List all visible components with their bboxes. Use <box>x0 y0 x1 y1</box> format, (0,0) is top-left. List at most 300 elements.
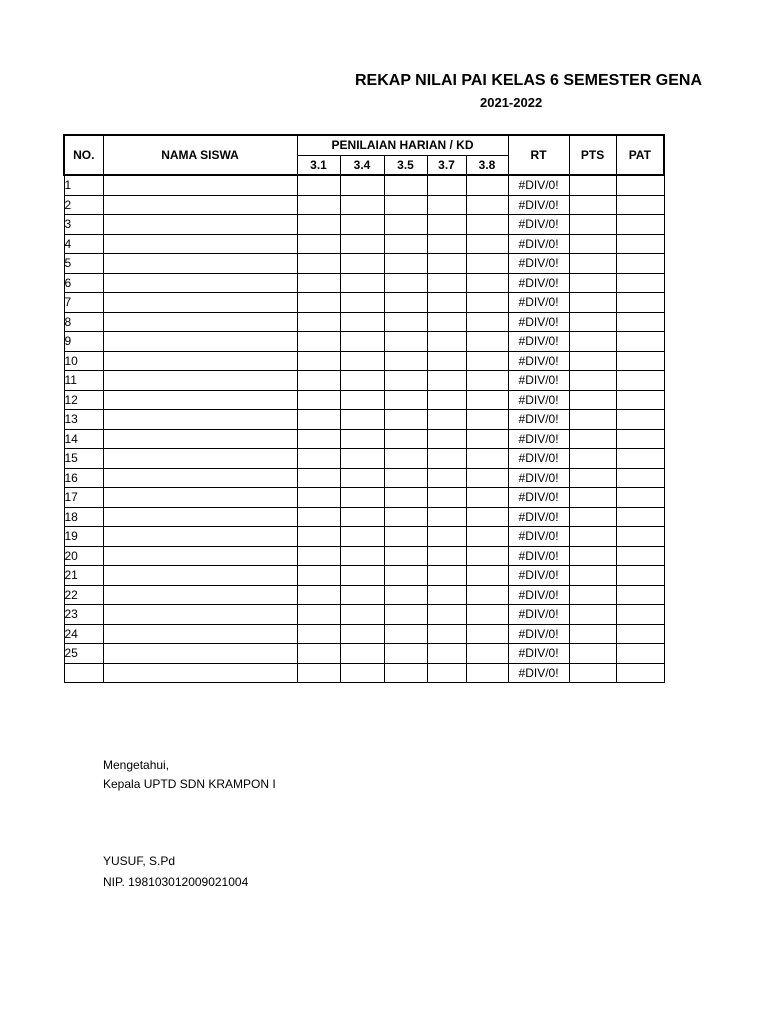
cell-kd-3-8 <box>466 254 508 274</box>
header-pat: PAT <box>616 135 664 175</box>
cell-pat <box>616 507 664 527</box>
cell-kd-3-4 <box>340 644 384 664</box>
cell-kd-3-1 <box>297 429 340 449</box>
header-penilaian-harian: PENILAIAN HARIAN / KD <box>297 135 508 155</box>
cell-rt: #DIV/0! <box>508 234 569 254</box>
cell-pts <box>569 175 616 195</box>
cell-kd-3-7 <box>427 429 466 449</box>
cell-kd-3-1 <box>297 175 340 195</box>
cell-nama-siswa <box>103 644 297 664</box>
cell-kd-3-1 <box>297 605 340 625</box>
cell-pts <box>569 507 616 527</box>
cell-rt: #DIV/0! <box>508 546 569 566</box>
cell-kd-3-5 <box>384 663 427 683</box>
cell-kd-3-7 <box>427 449 466 469</box>
cell-kd-3-8 <box>466 215 508 235</box>
cell-kd-3-8 <box>466 488 508 508</box>
cell-nama-siswa <box>103 234 297 254</box>
cell-kd-3-7 <box>427 371 466 391</box>
table-row <box>64 195 664 215</box>
grade-table <box>63 134 665 683</box>
cell-rt: #DIV/0! <box>508 332 569 352</box>
cell-kd-3-8 <box>466 293 508 313</box>
table-body <box>64 175 664 683</box>
header-kd-3-4: 3.4 <box>340 155 384 175</box>
cell-kd-3-4 <box>340 351 384 371</box>
cell-nama-siswa <box>103 449 297 469</box>
cell-rt: #DIV/0! <box>508 585 569 605</box>
cell-kd-3-8 <box>466 234 508 254</box>
cell-kd-3-1 <box>297 351 340 371</box>
cell-no: 17 <box>64 488 103 508</box>
cell-no <box>64 663 103 683</box>
cell-rt: #DIV/0! <box>508 449 569 469</box>
table-row <box>64 234 664 254</box>
cell-no: 3 <box>64 215 103 235</box>
cell-nama-siswa <box>103 566 297 586</box>
cell-nama-siswa <box>103 312 297 332</box>
cell-no: 7 <box>64 293 103 313</box>
cell-kd-3-5 <box>384 429 427 449</box>
cell-pts <box>569 585 616 605</box>
cell-kd-3-4 <box>340 527 384 547</box>
cell-pts <box>569 293 616 313</box>
cell-pts <box>569 195 616 215</box>
document-title: REKAP NILAI PAI KELAS 6 SEMESTER GENA <box>355 72 703 89</box>
cell-nama-siswa <box>103 410 297 430</box>
document-year: 2021-2022 <box>480 95 543 110</box>
cell-no: 21 <box>64 566 103 586</box>
table-row <box>64 312 664 332</box>
cell-kd-3-8 <box>466 312 508 332</box>
cell-kd-3-7 <box>427 585 466 605</box>
cell-nama-siswa <box>103 624 297 644</box>
cell-kd-3-1 <box>297 585 340 605</box>
cell-kd-3-4 <box>340 585 384 605</box>
cell-rt: #DIV/0! <box>508 644 569 664</box>
cell-kd-3-1 <box>297 273 340 293</box>
cell-kd-3-1 <box>297 566 340 586</box>
cell-kd-3-1 <box>297 546 340 566</box>
cell-kd-3-8 <box>466 175 508 195</box>
cell-kd-3-4 <box>340 371 384 391</box>
cell-pts <box>569 566 616 586</box>
cell-no: 16 <box>64 468 103 488</box>
cell-rt: #DIV/0! <box>508 215 569 235</box>
cell-kd-3-1 <box>297 488 340 508</box>
cell-kd-3-5 <box>384 371 427 391</box>
cell-kd-3-4 <box>340 429 384 449</box>
cell-kd-3-5 <box>384 273 427 293</box>
cell-no: 23 <box>64 605 103 625</box>
cell-rt: #DIV/0! <box>508 468 569 488</box>
cell-pat <box>616 312 664 332</box>
cell-kd-3-4 <box>340 546 384 566</box>
cell-kd-3-4 <box>340 312 384 332</box>
cell-pat <box>616 449 664 469</box>
cell-kd-3-1 <box>297 449 340 469</box>
cell-nama-siswa <box>103 527 297 547</box>
cell-kd-3-1 <box>297 410 340 430</box>
header-rt: RT <box>508 135 569 175</box>
cell-rt: #DIV/0! <box>508 175 569 195</box>
cell-kd-3-8 <box>466 429 508 449</box>
cell-pat <box>616 566 664 586</box>
cell-pat <box>616 351 664 371</box>
cell-nama-siswa <box>103 254 297 274</box>
cell-rt: #DIV/0! <box>508 488 569 508</box>
cell-no: 25 <box>64 644 103 664</box>
cell-rt: #DIV/0! <box>508 293 569 313</box>
cell-kd-3-5 <box>384 644 427 664</box>
cell-pat <box>616 624 664 644</box>
cell-kd-3-8 <box>466 449 508 469</box>
cell-pat <box>616 390 664 410</box>
cell-nama-siswa <box>103 429 297 449</box>
table-row <box>64 449 664 469</box>
cell-kd-3-5 <box>384 585 427 605</box>
cell-pat <box>616 332 664 352</box>
cell-kd-3-1 <box>297 644 340 664</box>
cell-kd-3-7 <box>427 215 466 235</box>
cell-kd-3-7 <box>427 527 466 547</box>
cell-nama-siswa <box>103 585 297 605</box>
cell-kd-3-8 <box>466 351 508 371</box>
cell-nama-siswa <box>103 175 297 195</box>
cell-kd-3-7 <box>427 312 466 332</box>
cell-kd-3-5 <box>384 527 427 547</box>
table-row <box>64 293 664 313</box>
signer-nip: NIP. 198103012009021004 <box>103 875 249 889</box>
cell-no: 5 <box>64 254 103 274</box>
cell-kd-3-1 <box>297 624 340 644</box>
cell-pts <box>569 527 616 547</box>
header-pts: PTS <box>569 135 616 175</box>
cell-pts <box>569 410 616 430</box>
cell-pts <box>569 371 616 391</box>
cell-no: 8 <box>64 312 103 332</box>
cell-kd-3-4 <box>340 215 384 235</box>
cell-kd-3-4 <box>340 507 384 527</box>
cell-kd-3-5 <box>384 215 427 235</box>
cell-kd-3-4 <box>340 663 384 683</box>
table-row <box>64 273 664 293</box>
cell-kd-3-4 <box>340 254 384 274</box>
cell-nama-siswa <box>103 546 297 566</box>
cell-pat <box>616 215 664 235</box>
cell-kd-3-7 <box>427 195 466 215</box>
cell-kd-3-4 <box>340 410 384 430</box>
cell-no: 10 <box>64 351 103 371</box>
cell-rt: #DIV/0! <box>508 273 569 293</box>
cell-rt: #DIV/0! <box>508 566 569 586</box>
cell-kd-3-5 <box>384 468 427 488</box>
cell-kd-3-4 <box>340 234 384 254</box>
table-row <box>64 351 664 371</box>
cell-kd-3-5 <box>384 507 427 527</box>
cell-pts <box>569 215 616 235</box>
cell-no: 4 <box>64 234 103 254</box>
cell-kd-3-5 <box>384 488 427 508</box>
cell-rt: #DIV/0! <box>508 507 569 527</box>
cell-pat <box>616 527 664 547</box>
cell-pat <box>616 488 664 508</box>
cell-rt: #DIV/0! <box>508 527 569 547</box>
cell-kd-3-7 <box>427 507 466 527</box>
cell-nama-siswa <box>103 293 297 313</box>
cell-pat <box>616 410 664 430</box>
header-nama-siswa: NAMA SISWA <box>103 135 297 175</box>
header-kd-3-7: 3.7 <box>427 155 466 175</box>
cell-pts <box>569 254 616 274</box>
cell-pat <box>616 605 664 625</box>
cell-kd-3-1 <box>297 527 340 547</box>
cell-pts <box>569 234 616 254</box>
cell-kd-3-5 <box>384 546 427 566</box>
table-row <box>64 605 664 625</box>
cell-pat <box>616 468 664 488</box>
cell-no: 11 <box>64 371 103 391</box>
cell-pat <box>616 293 664 313</box>
cell-kd-3-5 <box>384 605 427 625</box>
cell-kd-3-7 <box>427 468 466 488</box>
cell-rt: #DIV/0! <box>508 429 569 449</box>
cell-pts <box>569 273 616 293</box>
cell-kd-3-8 <box>466 624 508 644</box>
cell-kd-3-8 <box>466 390 508 410</box>
cell-kd-3-7 <box>427 566 466 586</box>
table-row <box>64 644 664 664</box>
cell-kd-3-5 <box>384 175 427 195</box>
cell-no: 19 <box>64 527 103 547</box>
table-row <box>64 566 664 586</box>
cell-kd-3-7 <box>427 644 466 664</box>
cell-pat <box>616 195 664 215</box>
signer-name: YUSUF, S.Pd <box>103 854 176 868</box>
cell-nama-siswa <box>103 468 297 488</box>
cell-kd-3-7 <box>427 546 466 566</box>
cell-kd-3-1 <box>297 195 340 215</box>
cell-rt: #DIV/0! <box>508 312 569 332</box>
cell-nama-siswa <box>103 273 297 293</box>
table-row <box>64 527 664 547</box>
table-row <box>64 663 664 683</box>
table-row <box>64 215 664 235</box>
cell-kd-3-5 <box>384 332 427 352</box>
cell-kd-3-7 <box>427 234 466 254</box>
cell-no: 24 <box>64 624 103 644</box>
cell-kd-3-7 <box>427 663 466 683</box>
cell-kd-3-8 <box>466 644 508 664</box>
cell-kd-3-7 <box>427 624 466 644</box>
header-kd-3-8: 3.8 <box>466 155 508 175</box>
cell-pts <box>569 605 616 625</box>
cell-pat <box>616 371 664 391</box>
cell-nama-siswa <box>103 488 297 508</box>
cell-no: 22 <box>64 585 103 605</box>
table-row <box>64 332 664 352</box>
header-no: NO. <box>64 135 103 175</box>
cell-kd-3-8 <box>466 663 508 683</box>
cell-kd-3-7 <box>427 488 466 508</box>
cell-kd-3-5 <box>384 449 427 469</box>
table-row <box>64 410 664 430</box>
cell-pts <box>569 312 616 332</box>
cell-kd-3-4 <box>340 273 384 293</box>
cell-kd-3-7 <box>427 175 466 195</box>
cell-nama-siswa <box>103 507 297 527</box>
cell-pts <box>569 624 616 644</box>
table-row <box>64 624 664 644</box>
cell-kd-3-1 <box>297 390 340 410</box>
cell-kd-3-8 <box>466 605 508 625</box>
cell-pat <box>616 644 664 664</box>
cell-rt: #DIV/0! <box>508 195 569 215</box>
cell-kd-3-4 <box>340 175 384 195</box>
cell-kd-3-7 <box>427 351 466 371</box>
cell-no: 9 <box>64 332 103 352</box>
cell-kd-3-1 <box>297 468 340 488</box>
cell-pat <box>616 429 664 449</box>
cell-kd-3-1 <box>297 254 340 274</box>
cell-kd-3-8 <box>466 468 508 488</box>
cell-pts <box>569 644 616 664</box>
cell-kd-3-4 <box>340 566 384 586</box>
cell-rt: #DIV/0! <box>508 663 569 683</box>
cell-kd-3-5 <box>384 566 427 586</box>
cell-nama-siswa <box>103 605 297 625</box>
cell-no: 1 <box>64 175 103 195</box>
cell-kd-3-1 <box>297 234 340 254</box>
table-row <box>64 468 664 488</box>
table-row <box>64 254 664 274</box>
cell-no: 12 <box>64 390 103 410</box>
cell-kd-3-7 <box>427 254 466 274</box>
cell-kd-3-4 <box>340 468 384 488</box>
cell-rt: #DIV/0! <box>508 254 569 274</box>
cell-no: 20 <box>64 546 103 566</box>
cell-kd-3-5 <box>384 410 427 430</box>
table-row <box>64 390 664 410</box>
table-row <box>64 488 664 508</box>
cell-kd-3-1 <box>297 215 340 235</box>
table-row <box>64 371 664 391</box>
table-row <box>64 429 664 449</box>
cell-kd-3-4 <box>340 195 384 215</box>
cell-kd-3-8 <box>466 585 508 605</box>
cell-nama-siswa <box>103 390 297 410</box>
cell-kd-3-4 <box>340 332 384 352</box>
cell-kd-3-4 <box>340 449 384 469</box>
signer-position: Kepala UPTD SDN KRAMPON I <box>103 777 276 791</box>
cell-no: 15 <box>64 449 103 469</box>
cell-kd-3-8 <box>466 371 508 391</box>
cell-pts <box>569 390 616 410</box>
cell-kd-3-7 <box>427 293 466 313</box>
cell-kd-3-4 <box>340 605 384 625</box>
cell-pts <box>569 429 616 449</box>
cell-pts <box>569 663 616 683</box>
cell-kd-3-1 <box>297 293 340 313</box>
cell-rt: #DIV/0! <box>508 390 569 410</box>
cell-kd-3-8 <box>466 566 508 586</box>
cell-pts <box>569 332 616 352</box>
cell-no: 6 <box>64 273 103 293</box>
cell-kd-3-5 <box>384 195 427 215</box>
cell-pat <box>616 175 664 195</box>
cell-kd-3-8 <box>466 507 508 527</box>
cell-pts <box>569 488 616 508</box>
cell-kd-3-8 <box>466 527 508 547</box>
table-row <box>64 507 664 527</box>
cell-pts <box>569 351 616 371</box>
cell-kd-3-1 <box>297 371 340 391</box>
cell-kd-3-8 <box>466 546 508 566</box>
cell-kd-3-4 <box>340 488 384 508</box>
acknowledged-label: Mengetahui, <box>103 758 170 772</box>
cell-pat <box>616 254 664 274</box>
cell-pat <box>616 585 664 605</box>
cell-pat <box>616 663 664 683</box>
table-row <box>64 585 664 605</box>
cell-rt: #DIV/0! <box>508 605 569 625</box>
cell-kd-3-4 <box>340 624 384 644</box>
cell-nama-siswa <box>103 332 297 352</box>
cell-no: 14 <box>64 429 103 449</box>
cell-nama-siswa <box>103 215 297 235</box>
cell-kd-3-5 <box>384 254 427 274</box>
header-kd-3-1: 3.1 <box>297 155 340 175</box>
header-kd-3-5: 3.5 <box>384 155 427 175</box>
cell-kd-3-7 <box>427 605 466 625</box>
cell-kd-3-7 <box>427 273 466 293</box>
cell-no: 18 <box>64 507 103 527</box>
cell-kd-3-8 <box>466 410 508 430</box>
cell-kd-3-7 <box>427 390 466 410</box>
cell-kd-3-5 <box>384 624 427 644</box>
cell-rt: #DIV/0! <box>508 624 569 644</box>
cell-kd-3-8 <box>466 332 508 352</box>
cell-kd-3-5 <box>384 390 427 410</box>
cell-kd-3-5 <box>384 312 427 332</box>
cell-kd-3-5 <box>384 234 427 254</box>
cell-nama-siswa <box>103 663 297 683</box>
cell-kd-3-5 <box>384 351 427 371</box>
cell-no: 13 <box>64 410 103 430</box>
cell-kd-3-7 <box>427 332 466 352</box>
cell-kd-3-1 <box>297 332 340 352</box>
table-row <box>64 546 664 566</box>
cell-pat <box>616 546 664 566</box>
cell-pts <box>569 546 616 566</box>
cell-nama-siswa <box>103 195 297 215</box>
cell-rt: #DIV/0! <box>508 410 569 430</box>
cell-kd-3-5 <box>384 293 427 313</box>
cell-nama-siswa <box>103 371 297 391</box>
cell-rt: #DIV/0! <box>508 371 569 391</box>
cell-kd-3-4 <box>340 390 384 410</box>
cell-nama-siswa <box>103 351 297 371</box>
cell-kd-3-1 <box>297 312 340 332</box>
cell-no: 2 <box>64 195 103 215</box>
cell-rt: #DIV/0! <box>508 351 569 371</box>
cell-pat <box>616 273 664 293</box>
cell-kd-3-8 <box>466 195 508 215</box>
cell-pts <box>569 468 616 488</box>
cell-kd-3-1 <box>297 507 340 527</box>
cell-kd-3-8 <box>466 273 508 293</box>
table-row <box>64 175 664 195</box>
